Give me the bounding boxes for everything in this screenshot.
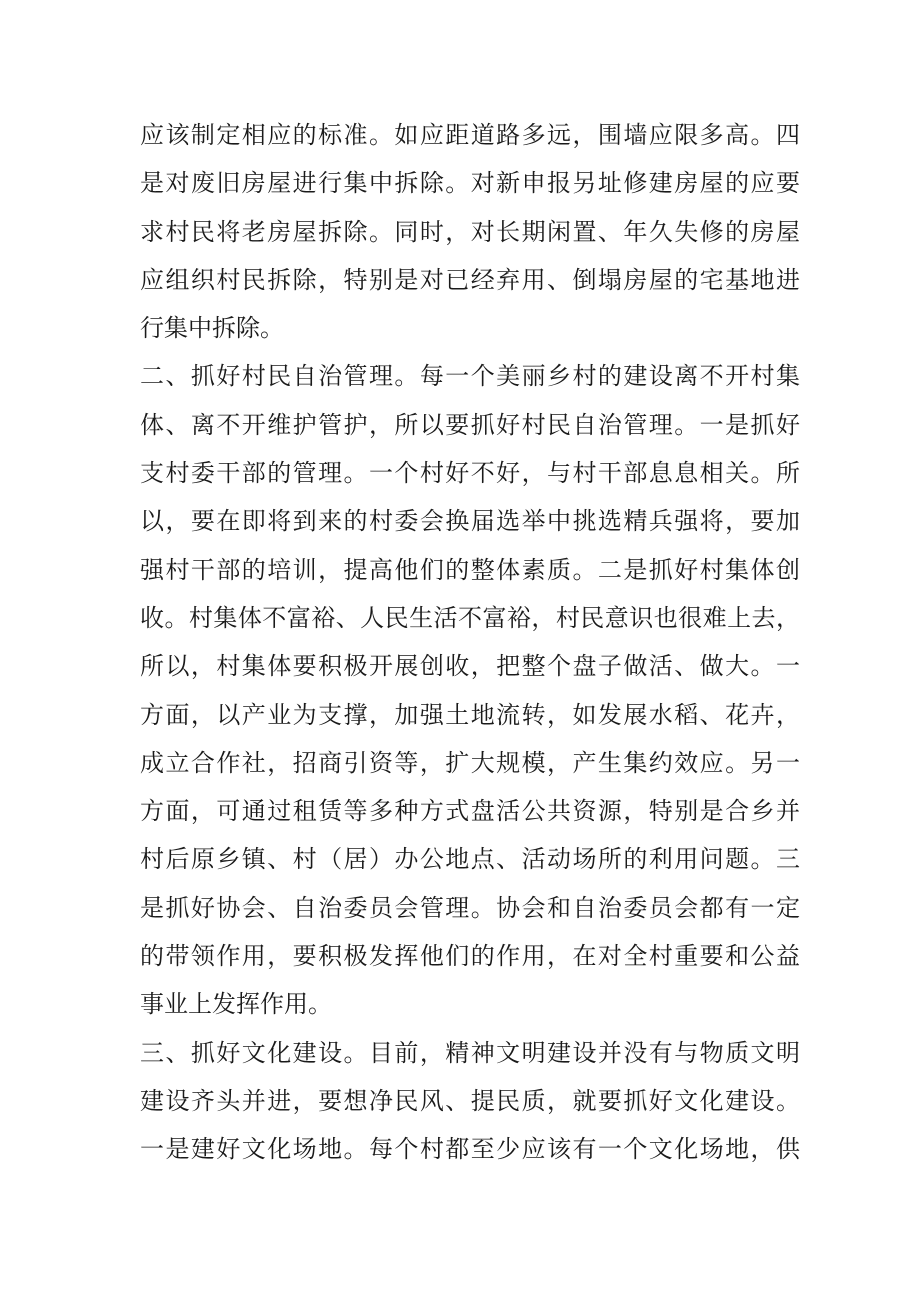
text-line: 村后原乡镇、村（居）办公地点、活动场所的利用问题。三 bbox=[140, 845, 800, 874]
text-line: 方面，以产业为支撑，加强土地流转，如发展水稻、花卉， bbox=[140, 700, 800, 729]
paragraph bbox=[140, 1029, 800, 1174]
text-line: 收。村集体不富裕、人民生活不富裕，村民意识也很难上去， bbox=[140, 603, 800, 632]
text-line: 成立合作社，招商引资等，扩大规模，产生集约效应。另一 bbox=[140, 748, 800, 777]
text-line: 所以，村集体要积极开展创收，把整个盘子做活、做大。一 bbox=[140, 652, 800, 681]
text-line: 行集中拆除。 bbox=[140, 314, 284, 343]
text-line: 求村民将老房屋拆除。同时，对长期闲置、年久失修的房屋 bbox=[140, 217, 800, 246]
text-line: 一是建好文化场地。每个村都至少应该有一个文化场地，供 bbox=[140, 1135, 800, 1164]
paragraph bbox=[140, 352, 800, 1028]
text-line: 体、离不开维护管护，所以要抓好村民自治管理。一是抓好 bbox=[140, 410, 800, 439]
text-line: 应组织村民拆除，特别是对已经弃用、倒塌房屋的宅基地进 bbox=[140, 265, 800, 294]
text-line: 以，要在即将到来的村委会换届选举中挑选精兵强将，要加 bbox=[140, 507, 800, 536]
text-line: 事业上发挥作用。 bbox=[140, 990, 332, 1019]
text-line: 强村干部的培训，提高他们的整体素质。二是抓好村集体创 bbox=[140, 555, 800, 584]
paragraph bbox=[140, 111, 800, 352]
text-line: 建设齐头并进，要想净民风、提民质，就要抓好文化建设。 bbox=[140, 1086, 800, 1115]
text-line: 的带领作用，要积极发挥他们的作用，在对全村重要和公益 bbox=[140, 942, 800, 971]
text-line: 方面，可通过租赁等多种方式盘活公共资源，特别是合乡并 bbox=[140, 797, 800, 826]
text-line: 支村委干部的管理。一个村好不好，与村干部息息相关。所 bbox=[140, 459, 800, 488]
text-line: 是抓好协会、自治委员会管理。协会和自治委员会都有一定 bbox=[140, 893, 800, 922]
text-line: 应该制定相应的标准。如应距道路多远，围墙应限多高。四 bbox=[140, 121, 800, 149]
text-line: 是对废旧房屋进行集中拆除。对新申报另址修建房屋的应要 bbox=[140, 169, 800, 198]
text-line: 三、抓好文化建设。目前，精神文明建设并没有与物质文明 bbox=[140, 1038, 800, 1067]
text-line: 二、抓好村民自治管理。每一个美丽乡村的建设离不开村集 bbox=[140, 362, 800, 391]
body-text bbox=[140, 111, 800, 1174]
